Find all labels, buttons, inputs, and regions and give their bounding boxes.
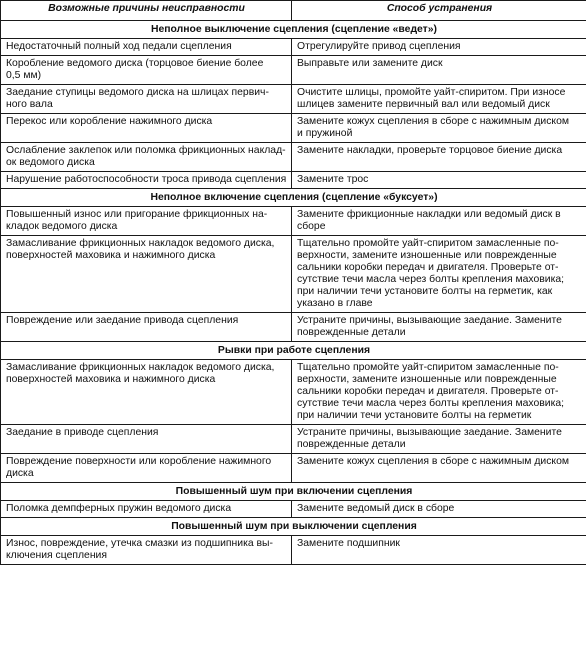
remedy-cell: Замените подшипник: [292, 536, 586, 565]
section-title: Неполное выключение сцепления (сцепление «ведет»): [1, 21, 586, 39]
section-title-row: [1, 483, 586, 501]
table-row: [1, 501, 586, 518]
section-title-row: [1, 518, 586, 536]
cause-cell: Повреждение или заедание привода сцепления: [1, 313, 292, 342]
table-body: [1, 21, 586, 565]
header-row: [1, 1, 586, 21]
table-row: [1, 454, 586, 483]
table-header: [1, 1, 586, 21]
cause-cell: Заедание ступицы ведомого диска на шлицах первич- ного вала: [1, 85, 292, 114]
remedy-cell: Замените ведомый диск в сборе: [292, 501, 586, 518]
remedy-cell: Замените накладки, проверьте торцовое биение диска: [292, 143, 586, 172]
section-title-row: [1, 189, 586, 207]
section-title-row: [1, 342, 586, 360]
section-title: Неполное включение сцепления (сцепление «буксует»): [1, 189, 586, 207]
table-row: [1, 536, 586, 565]
remedy-cell: Тщательно промойте уайт-спиритом замасленные по- верхности, замените изношенные или поврежденные сальники коробки передач и двигателя. Проверьте от- сутствие течи масла через болты крепления маховика; при наличии течи установите болты на герметик, как указано в главе: [292, 236, 586, 313]
cause-cell: Замасливание фрикционных накладок ведомого диска, поверхностей маховика и нажимного диска: [1, 236, 292, 313]
cause-cell: Заедание в приводе сцепления: [1, 425, 292, 454]
remedy-cell: Устраните причины, вызывающие заедание. Замените поврежденные детали: [292, 313, 586, 342]
section-title: Рывки при работе сцепления: [1, 342, 586, 360]
remedy-cell: Замените фрикционные накладки или ведомый диск в сборе: [292, 207, 586, 236]
table-row: [1, 114, 586, 143]
cause-cell: Повреждение поверхности или коробление нажимного диска: [1, 454, 292, 483]
cause-cell: Нарушение работоспособности троса привода сцепления: [1, 172, 292, 189]
cause-cell: Недостаточный полный ход педали сцепления: [1, 39, 292, 56]
cause-cell: Поломка демпферных пружин ведомого диска: [1, 501, 292, 518]
table-row: [1, 360, 586, 425]
cause-cell: Коробление ведомого диска (торцовое биение более 0,5 мм): [1, 56, 292, 85]
remedy-cell: Отрегулируйте привод сцепления: [292, 39, 586, 56]
header-remedy: Способ устранения: [292, 1, 586, 21]
table-row: [1, 313, 586, 342]
table-row: [1, 85, 586, 114]
remedy-cell: Выправьте или замените диск: [292, 56, 586, 85]
table-row: [1, 425, 586, 454]
table-row: [1, 143, 586, 172]
cause-cell: Ослабление заклепок или поломка фрикционных наклад- ок ведомого диска: [1, 143, 292, 172]
section-title: Повышенный шум при включении сцепления: [1, 483, 586, 501]
table-row: [1, 39, 586, 56]
table-row: [1, 236, 586, 313]
section-title: Повышенный шум при выключении сцепления: [1, 518, 586, 536]
table-row: [1, 172, 586, 189]
cause-cell: Повышенный износ или пригорание фрикционных на- кладок ведомого диска: [1, 207, 292, 236]
remedy-cell: Устраните причины, вызывающие заедание. Замените поврежденные детали: [292, 425, 586, 454]
table-row: [1, 207, 586, 236]
cause-cell: Износ, повреждение, утечка смазки из подшипника вы- ключения сцепления: [1, 536, 292, 565]
cause-cell: Замасливание фрикционных накладок ведомого диска, поверхностей маховика и нажимного диска: [1, 360, 292, 425]
header-causes: Возможные причины неисправности: [1, 1, 292, 21]
remedy-cell: Замените трос: [292, 172, 586, 189]
remedy-cell: Очистите шлицы, промойте уайт-спиритом. При износе шлицев замените первичный вал или ведомый диск: [292, 85, 586, 114]
cause-cell: Перекос или коробление нажимного диска: [1, 114, 292, 143]
remedy-cell: Тщательно промойте уайт-спиритом замасленные по- верхности, замените изношенные или поврежденные сальники коробки передач и двигателя. Проверьте от- сутствие течи масла через болты крепления маховика; при наличии течи установите болты на герметик: [292, 360, 586, 425]
table-row: [1, 56, 586, 85]
section-title-row: [1, 21, 586, 39]
remedy-cell: Замените кожух сцепления в сборе с нажимным диском и пружиной: [292, 114, 586, 143]
remedy-cell: Замените кожух сцепления в сборе с нажимным диском: [292, 454, 586, 483]
